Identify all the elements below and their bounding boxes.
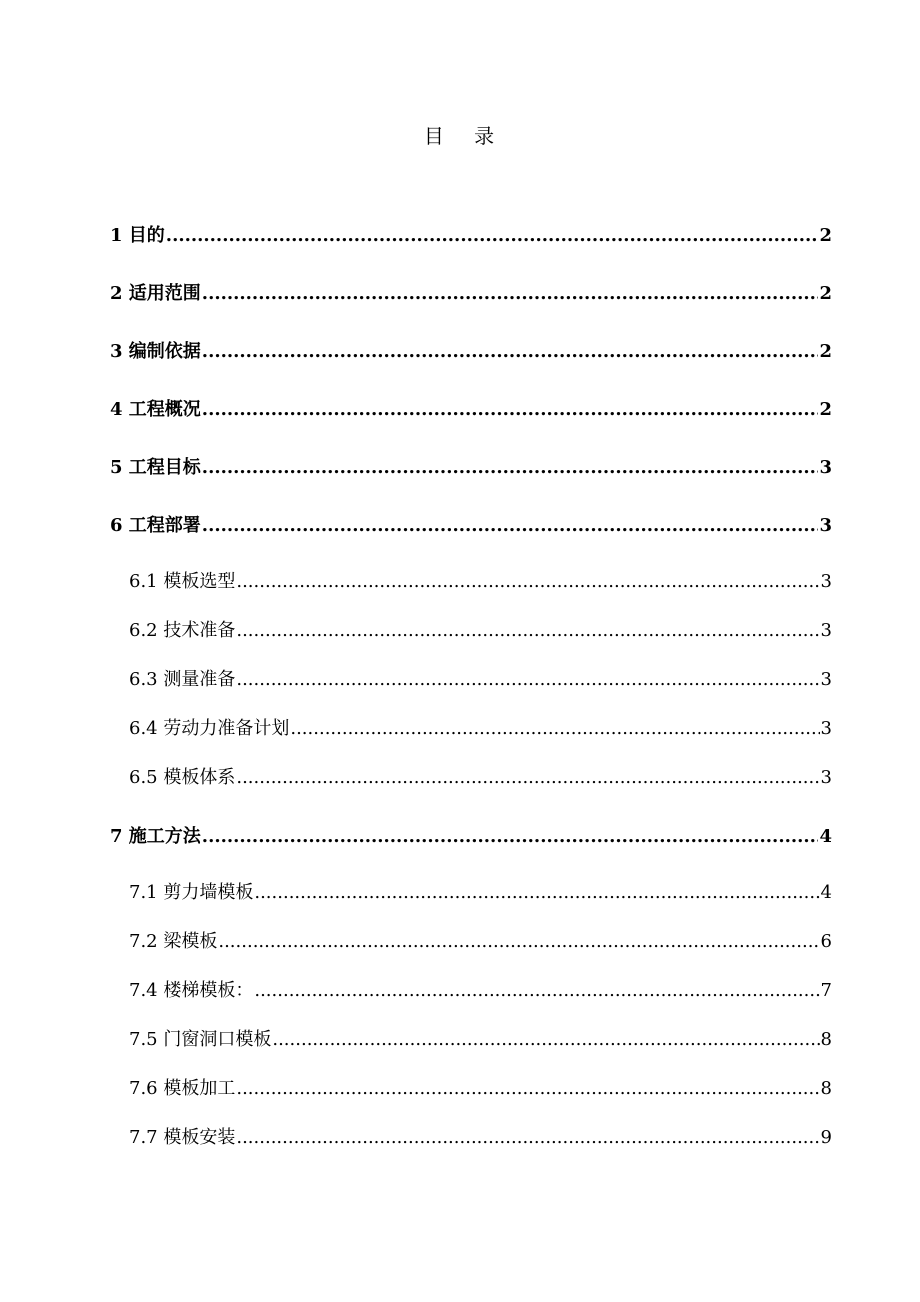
toc-entry-page: 2 (819, 283, 832, 304)
toc-entry-page: 2 (819, 399, 832, 420)
toc-dot-leader (166, 222, 819, 250)
toc-dot-leader (236, 1124, 819, 1152)
toc-entry-page: 4 (819, 826, 832, 847)
toc-entry-page: 9 (820, 1127, 832, 1148)
toc-entry[interactable] (110, 338, 832, 366)
toc-dot-leader (202, 454, 819, 482)
toc-dot-leader (272, 1026, 819, 1054)
toc-entry[interactable] (110, 396, 832, 424)
toc-entry[interactable] (110, 222, 832, 250)
toc-subentry[interactable] (110, 928, 832, 956)
toc-dot-leader (236, 617, 819, 645)
toc-entry-label: 6 工程部署 (110, 515, 201, 536)
toc-entry-label: 4 工程概况 (110, 399, 201, 420)
toc-entry-page: 6 (820, 931, 832, 952)
toc-subentry[interactable] (110, 715, 832, 743)
toc-entry-page: 3 (820, 718, 832, 739)
toc-subentry[interactable] (110, 764, 832, 792)
toc-dot-leader (254, 879, 819, 907)
toc-entry-label: 1 目的 (110, 225, 165, 246)
toc-subentry[interactable] (110, 977, 832, 1005)
toc-dot-leader (202, 280, 819, 308)
toc-entry-label: 6.3 测量准备 (129, 669, 236, 690)
toc-entry-label: 7.2 梁模板 (129, 931, 218, 952)
toc-entry-label: 7.7 模板安装 (129, 1127, 236, 1148)
toc-subentry[interactable] (110, 666, 832, 694)
toc-entry-page: 8 (820, 1078, 832, 1099)
toc-entry-label: 6.5 模板体系 (129, 767, 236, 788)
toc-dot-leader (202, 823, 819, 851)
toc-entry-page: 3 (820, 620, 832, 641)
toc-subentry[interactable] (110, 617, 832, 645)
toc-entry-label: 5 工程目标 (110, 457, 201, 478)
toc-entry-page: 3 (820, 571, 832, 592)
toc-entry-label: 7.4 楼梯模板： (129, 980, 254, 1001)
toc-entry-label: 6.4 劳动力准备计划 (129, 718, 290, 739)
toc-entry-label: 7.1 剪力墙模板 (129, 882, 254, 903)
toc-entry-label: 7.5 门窗洞口模板 (129, 1029, 272, 1050)
toc-entry-page: 7 (820, 980, 832, 1001)
toc-entry[interactable] (110, 454, 832, 482)
toc-dot-leader (218, 928, 819, 956)
table-of-contents (110, 222, 832, 1173)
toc-dot-leader (236, 568, 819, 596)
toc-entry[interactable] (110, 280, 832, 308)
toc-dot-leader (290, 715, 819, 743)
toc-subentry[interactable] (110, 1075, 832, 1103)
toc-title: 目 录 (423, 124, 507, 148)
toc-entry-label: 3 编制依据 (110, 341, 201, 362)
toc-subentry[interactable] (110, 1026, 832, 1054)
toc-entry-page: 3 (819, 515, 832, 536)
toc-dot-leader (202, 338, 819, 366)
toc-dot-leader (236, 1075, 819, 1103)
toc-entry-label: 2 适用范围 (110, 283, 201, 304)
toc-entry-page: 3 (819, 457, 832, 478)
toc-entry-label: 6.1 模板选型 (129, 571, 236, 592)
toc-entry-page: 2 (819, 225, 832, 246)
toc-dot-leader (202, 396, 819, 424)
toc-entry-page: 3 (820, 669, 832, 690)
toc-dot-leader (254, 977, 819, 1005)
toc-subentry[interactable] (110, 1124, 832, 1152)
toc-entry-page: 4 (820, 882, 832, 903)
toc-entry-label: 7 施工方法 (110, 826, 201, 847)
toc-dot-leader (202, 512, 819, 540)
toc-entry[interactable] (110, 512, 832, 540)
toc-subentry[interactable] (110, 568, 832, 596)
toc-dot-leader (236, 666, 819, 694)
toc-dot-leader (236, 764, 819, 792)
toc-entry-page: 3 (820, 767, 832, 788)
toc-entry-page: 2 (819, 341, 832, 362)
toc-entry[interactable] (110, 823, 832, 851)
toc-entry-page: 8 (820, 1029, 832, 1050)
toc-entry-label: 7.6 模板加工 (129, 1078, 236, 1099)
toc-subentry[interactable] (110, 879, 832, 907)
toc-entry-label: 6.2 技术准备 (129, 620, 236, 641)
